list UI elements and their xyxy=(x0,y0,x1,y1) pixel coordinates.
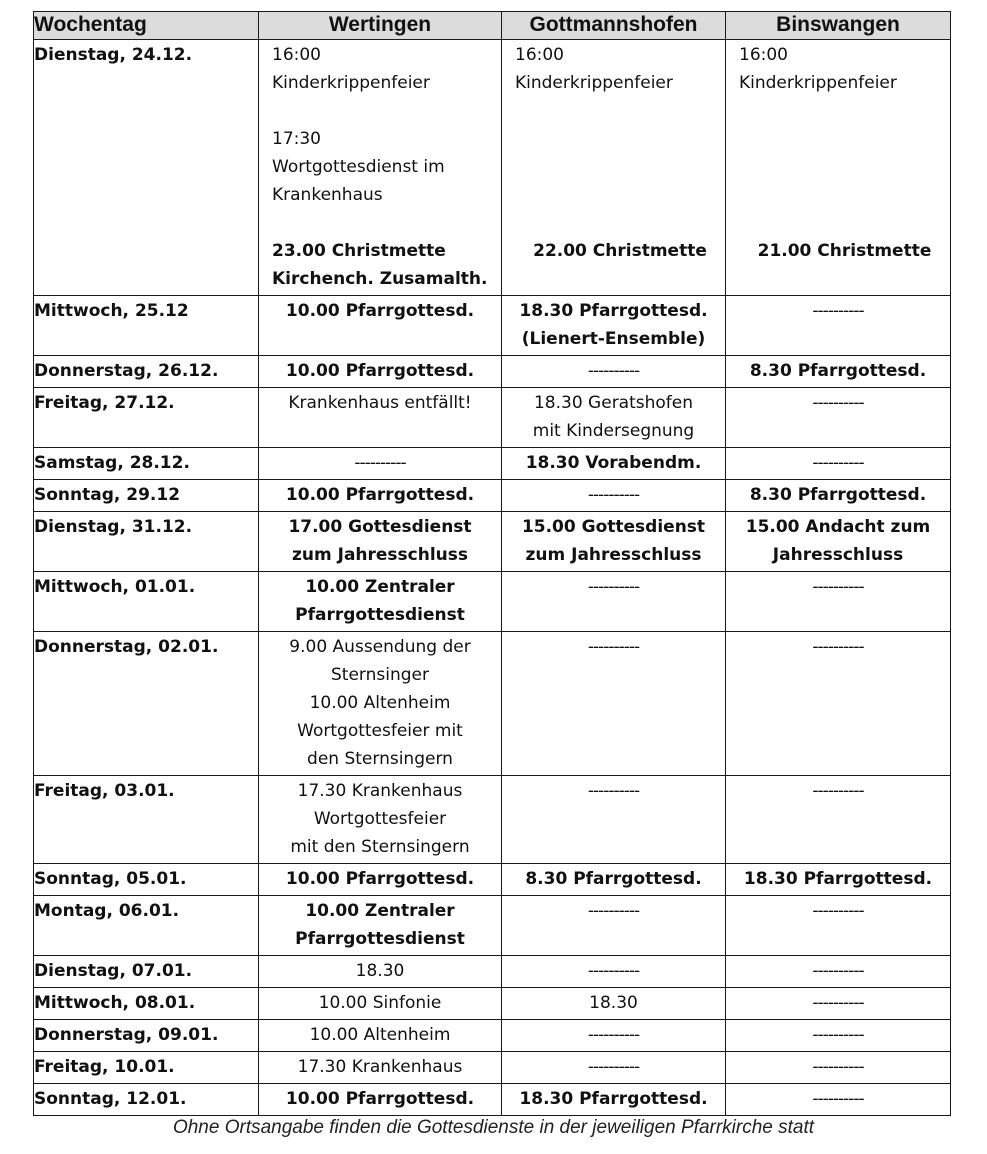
table-row xyxy=(34,632,951,776)
wertingen-cell xyxy=(259,632,502,776)
weekday-cell: Mittwoch, 08.01. xyxy=(34,988,259,1020)
event-line: (Lienert-Ensemble) xyxy=(521,329,706,349)
gottmannshofen-cell: ---------- xyxy=(502,956,726,988)
event-line: Wortgottesfeier xyxy=(313,809,447,829)
gottmannshofen-cell xyxy=(502,40,726,296)
table-row xyxy=(34,1084,951,1116)
binswangen-cell: ---------- xyxy=(726,1084,951,1116)
table-row xyxy=(34,956,951,988)
binswangen-cell xyxy=(726,40,951,296)
weekday-cell: Mittwoch, 01.01. xyxy=(34,572,259,632)
gottmannshofen-cell: ---------- xyxy=(502,480,726,512)
binswangen-cell: ---------- xyxy=(726,448,951,480)
event-line: Sternsinger xyxy=(331,665,429,685)
gottmannshofen-cell xyxy=(502,388,726,448)
weekday-cell: Freitag, 03.01. xyxy=(34,776,259,864)
event-line: Krankenhaus xyxy=(272,185,383,205)
wertingen-cell xyxy=(259,572,502,632)
event-line: 17.00 Gottesdienst xyxy=(288,517,472,537)
event-line: den Sternsingern xyxy=(307,749,453,769)
weekday-cell: Donnerstag, 26.12. xyxy=(34,356,259,388)
gottmannshofen-cell xyxy=(502,512,726,572)
gottmannshofen-cell: ---------- xyxy=(502,896,726,956)
event-line: Pfarrgottesdienst xyxy=(295,929,465,949)
gottmannshofen-cell: ---------- xyxy=(502,1052,726,1084)
event-line: 9.00 Aussendung der xyxy=(289,637,471,657)
binswangen-cell: ---------- xyxy=(726,632,951,776)
service-schedule-table xyxy=(33,11,951,1116)
binswangen-cell: 8.30 Pfarrgottesd. xyxy=(726,356,951,388)
weekday-cell: Freitag, 27.12. xyxy=(34,388,259,448)
event-line: 23.00 Christmette xyxy=(272,241,446,261)
weekday-cell: Dienstag, 24.12. xyxy=(34,40,259,296)
binswangen-cell: ---------- xyxy=(726,388,951,448)
gottmannshofen-cell: 18.30 Vorabendm. xyxy=(502,448,726,480)
wertingen-cell: Krankenhaus entfällt! xyxy=(259,388,502,448)
event-line: 16:00 xyxy=(272,45,321,65)
gottmannshofen-cell: ---------- xyxy=(502,632,726,776)
event-line: mit den Sternsingern xyxy=(290,837,470,857)
header-weekday: Wochentag xyxy=(34,12,259,40)
binswangen-cell: ---------- xyxy=(726,296,951,356)
table-row xyxy=(34,988,951,1020)
wertingen-cell: 10.00 Pfarrgottesd. xyxy=(259,480,502,512)
wertingen-cell: 17.30 Krankenhaus xyxy=(259,1052,502,1084)
event-line: Wortgottesdienst im xyxy=(272,157,445,177)
wertingen-cell: 10.00 Sinfonie xyxy=(259,988,502,1020)
weekday-cell: Sonntag, 29.12 xyxy=(34,480,259,512)
wertingen-cell: 10.00 Pfarrgottesd. xyxy=(259,864,502,896)
table-row xyxy=(34,356,951,388)
table-row xyxy=(34,512,951,572)
table-row xyxy=(34,480,951,512)
event-line: Kinderkrippenfeier xyxy=(515,73,673,93)
wertingen-cell xyxy=(259,40,502,296)
weekday-cell: Dienstag, 07.01. xyxy=(34,956,259,988)
wertingen-cell: 10.00 Pfarrgottesd. xyxy=(259,356,502,388)
event-line: zum Jahresschluss xyxy=(525,545,702,565)
event-line: zum Jahresschluss xyxy=(291,545,469,565)
event-line: 22.00 Christmette xyxy=(533,241,707,261)
table-row xyxy=(34,296,951,356)
gottmannshofen-cell: 18.30 Pfarrgottesd. xyxy=(502,1084,726,1116)
gottmannshofen-cell xyxy=(502,296,726,356)
header-wertingen: Wertingen xyxy=(259,12,502,40)
weekday-cell: Montag, 06.01. xyxy=(34,896,259,956)
binswangen-cell: 18.30 Pfarrgottesd. xyxy=(726,864,951,896)
event-line: 16:00 xyxy=(739,45,788,65)
table-row xyxy=(34,1020,951,1052)
header-binswangen: Binswangen xyxy=(726,12,951,40)
wertingen-cell xyxy=(259,512,502,572)
table-row xyxy=(34,896,951,956)
event-line: 15.00 Gottesdienst xyxy=(521,517,706,537)
gottmannshofen-cell: ---------- xyxy=(502,776,726,864)
weekday-cell: Sonntag, 05.01. xyxy=(34,864,259,896)
gottmannshofen-cell: 18.30 xyxy=(502,988,726,1020)
event-line: Wortgottesfeier mit xyxy=(297,721,463,741)
header-row xyxy=(34,12,951,40)
binswangen-cell: ---------- xyxy=(726,1052,951,1084)
wertingen-cell: ---------- xyxy=(259,448,502,480)
event-line: 10.00 Altenheim xyxy=(309,693,451,713)
event-line: 10.00 Zentraler xyxy=(305,577,455,597)
table-row xyxy=(34,864,951,896)
header-gottmannshofen: Gottmannshofen xyxy=(502,12,726,40)
event-line: Pfarrgottesdienst xyxy=(295,605,465,625)
wertingen-cell: 10.00 Altenheim xyxy=(259,1020,502,1052)
table-row xyxy=(34,776,951,864)
gottmannshofen-cell: ---------- xyxy=(502,572,726,632)
weekday-cell: Sonntag, 12.01. xyxy=(34,1084,259,1116)
weekday-cell: Mittwoch, 25.12 xyxy=(34,296,259,356)
event-line: 18.30 Pfarrgottesd. xyxy=(519,301,708,321)
event-line: 15.00 Andacht zum xyxy=(745,517,931,537)
binswangen-cell: ---------- xyxy=(726,776,951,864)
table-row xyxy=(34,448,951,480)
binswangen-cell: ---------- xyxy=(726,956,951,988)
event-line: 21.00 Christmette xyxy=(757,241,932,261)
event-line: 17:30 xyxy=(272,129,321,149)
wertingen-cell: 10.00 Pfarrgottesd. xyxy=(259,296,502,356)
event-line: 17.30 Krankenhaus xyxy=(297,781,463,801)
weekday-cell: Donnerstag, 02.01. xyxy=(34,632,259,776)
weekday-cell: Donnerstag, 09.01. xyxy=(34,1020,259,1052)
event-line: mit Kindersegnung xyxy=(532,421,695,441)
table-row xyxy=(34,40,951,296)
footnote: Ohne Ortsangabe finden die Gottesdienste in der jeweiligen Pfarrkirche statt xyxy=(172,1117,815,1138)
event-line: 10.00 Zentraler xyxy=(305,901,455,921)
weekday-cell: Samstag, 28.12. xyxy=(34,448,259,480)
table-row xyxy=(34,1052,951,1084)
event-line: 18.30 Geratshofen xyxy=(533,393,694,413)
table-row xyxy=(34,572,951,632)
gottmannshofen-cell: ---------- xyxy=(502,356,726,388)
wertingen-cell xyxy=(259,776,502,864)
binswangen-cell xyxy=(726,512,951,572)
binswangen-cell: ---------- xyxy=(726,896,951,956)
event-line: 16:00 xyxy=(515,45,564,65)
event-line: Kinderkrippenfeier xyxy=(739,73,897,93)
binswangen-cell: 8.30 Pfarrgottesd. xyxy=(726,480,951,512)
weekday-cell: Dienstag, 31.12. xyxy=(34,512,259,572)
binswangen-cell: ---------- xyxy=(726,572,951,632)
weekday-cell: Freitag, 10.01. xyxy=(34,1052,259,1084)
gottmannshofen-cell: 8.30 Pfarrgottesd. xyxy=(502,864,726,896)
event-line: Kinderkrippenfeier xyxy=(272,73,430,93)
gottmannshofen-cell: ---------- xyxy=(502,1020,726,1052)
wertingen-cell xyxy=(259,896,502,956)
binswangen-cell: ---------- xyxy=(726,988,951,1020)
table-row xyxy=(34,388,951,448)
event-line: Jahresschluss xyxy=(772,545,904,565)
binswangen-cell: ---------- xyxy=(726,1020,951,1052)
wertingen-cell: 10.00 Pfarrgottesd. xyxy=(259,1084,502,1116)
event-line: Kirchench. Zusamalth. xyxy=(272,269,488,289)
wertingen-cell: 18.30 xyxy=(259,956,502,988)
